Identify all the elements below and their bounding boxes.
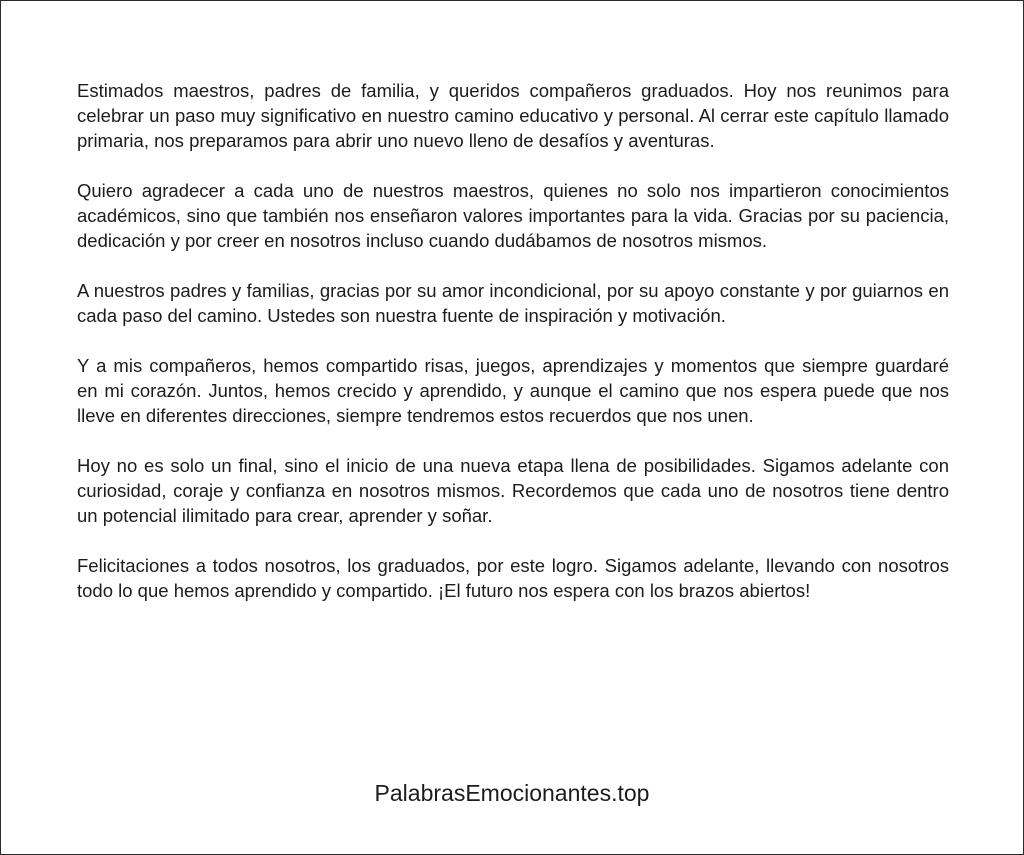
speech-text — [77, 78, 949, 628]
paragraph-parents: A nuestros padres y familias, gracias por su amor incondicional, por su apoyo constante y por guiarnos en cada paso del camino. Ustedes son nuestra fuente de inspiración y motivación. — [77, 280, 949, 326]
paragraph-greeting: Estimados maestros, padres de familia, y queridos compañeros graduados. Hoy nos reunimos para celebrar un paso muy significativo en nuestro camino educativo y personal. Al cerrar este capítulo llamado primaria, nos preparamos para abrir uno nuevo lleno de desafíos y aventuras. — [77, 80, 949, 151]
site-footer: PalabrasEmocionantes.top — [374, 780, 650, 806]
paragraph-classmates: Y a mis compañeros, hemos compartido risas, juegos, aprendizajes y momentos que siempre guardaré en mi corazón. Juntos, hemos crecido y aprendido, y aunque el camino que nos espera puede que nos lleve en diferentes direcciones, siempre tendremos estos recuerdos que nos unen. — [77, 355, 949, 426]
paragraph-new-stage: Hoy no es solo un final, sino el inicio de una nueva etapa llena de posibilidades. Sigamos adelante con curiosidad, coraje y confianza en nosotros mismos. Recordemos que cada uno de nosotros tiene dentro un potencial ilimitado para crear, aprender y soñar. — [77, 455, 949, 526]
paragraph-teachers: Quiero agradecer a cada uno de nuestros maestros, quienes no solo nos impartieron conocimientos académicos, sino que también nos enseñaron valores importantes para la vida. Gracias por su paciencia, dedicación y por creer en nosotros incluso cuando dudábamos de nosotros mismos. — [77, 180, 949, 251]
paragraph-congratulations: Felicitaciones a todos nosotros, los graduados, por este logro. Sigamos adelante, llevando con nosotros todo lo que hemos aprendido y compartido. ¡El futuro nos espera con los brazos abiertos! — [77, 555, 949, 601]
